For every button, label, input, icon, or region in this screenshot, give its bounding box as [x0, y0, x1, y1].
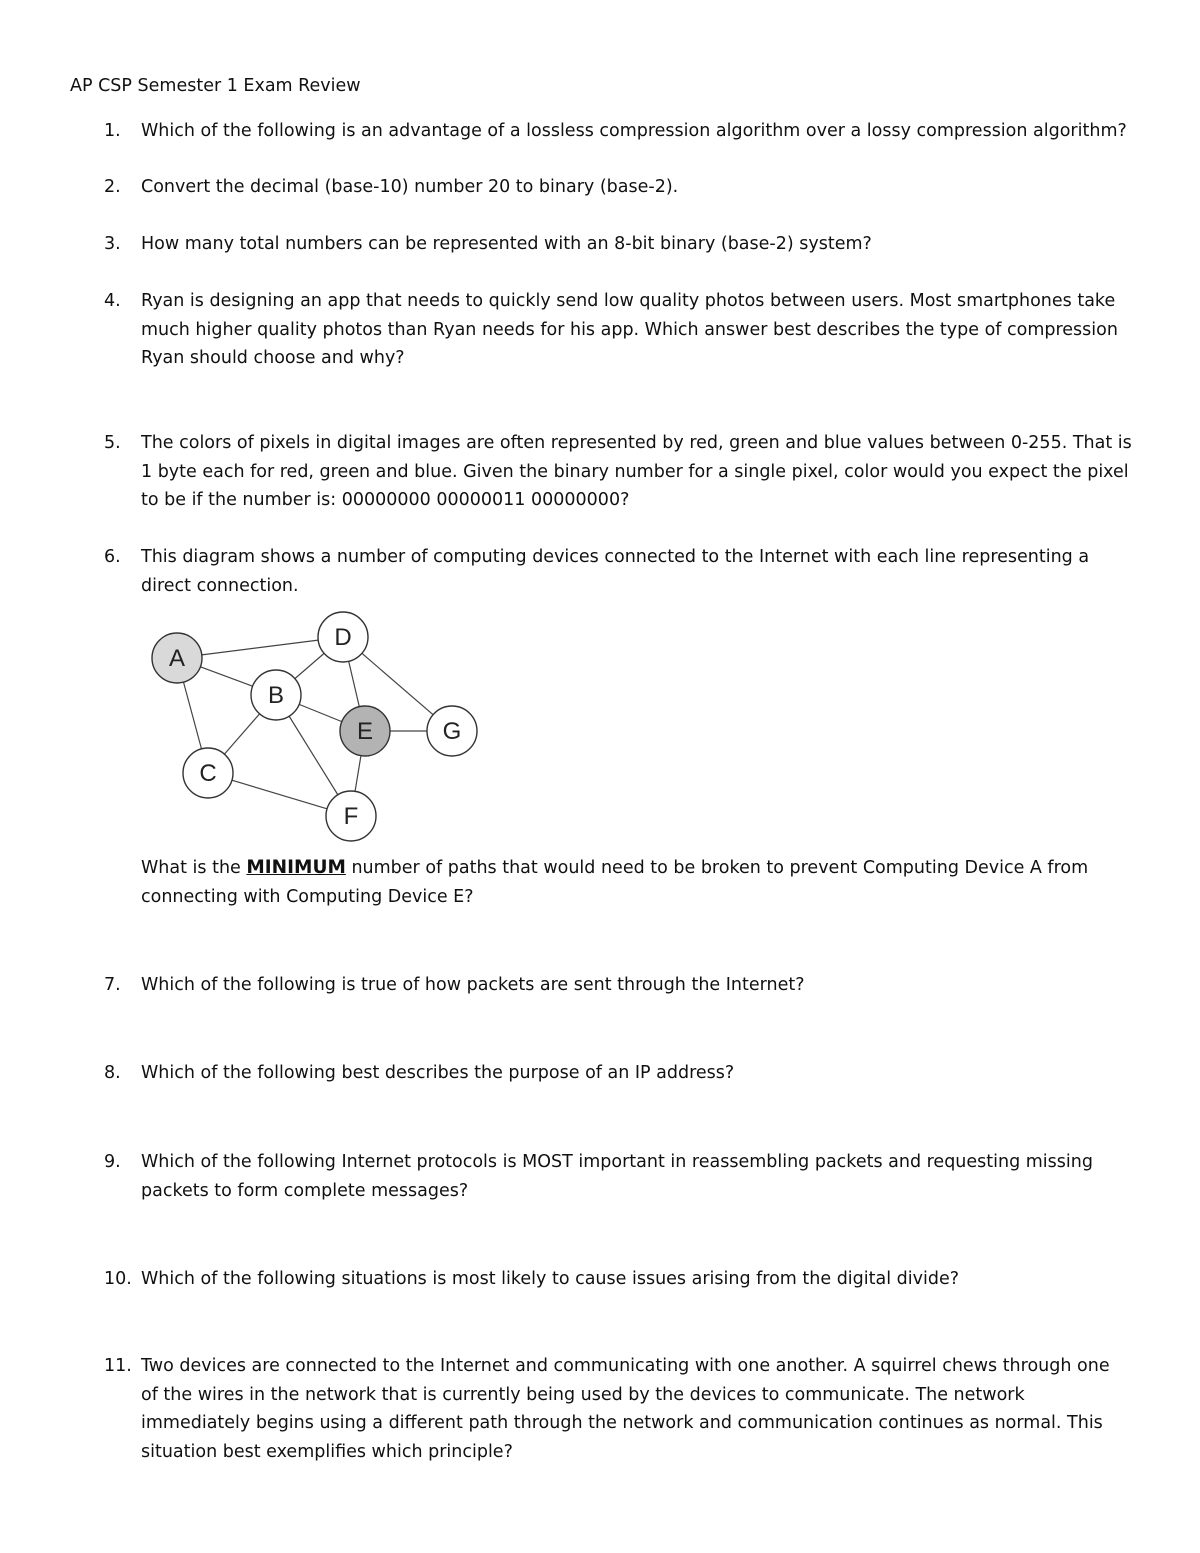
question-number: 2.: [104, 177, 121, 197]
question-text: Which of the following best describes the purpose of an IP address?: [141, 1063, 735, 1083]
question-5: [104, 429, 1134, 515]
question-number: 8.: [104, 1063, 121, 1083]
node-label: F: [343, 803, 359, 830]
edge-a-b: [200, 667, 252, 686]
question-text: much higher quality photos than Ryan needs for his app. Which answer best describes the type of compression: [141, 319, 1118, 340]
question-11: [104, 1352, 1134, 1466]
minimum-emphasis: MINIMUM: [246, 857, 346, 878]
edge-a-d: [202, 640, 318, 655]
followup-line-1: [141, 854, 1088, 883]
question-number: 3.: [104, 234, 121, 254]
question-text: Which of the following is true of how packets are sent through the Internet?: [141, 975, 805, 995]
edge-d-e: [349, 661, 360, 706]
network-diagram: [140, 605, 490, 845]
question-text: to be if the number is: 00000000 00000011 00000000?: [141, 490, 630, 510]
question-6: [104, 543, 1134, 600]
edge-b-e: [299, 704, 342, 721]
edge-c-f: [232, 780, 327, 809]
question-1: [104, 117, 1134, 146]
node-a: [152, 633, 202, 683]
question-4: [104, 287, 1134, 373]
question-number: 9.: [104, 1152, 121, 1172]
node-label: A: [168, 645, 186, 672]
node-e: [340, 706, 390, 756]
question-number: 4.: [104, 291, 121, 311]
node-label: C: [199, 760, 217, 787]
question-number: 7.: [104, 975, 121, 995]
question-number: 11.: [104, 1356, 132, 1376]
question-6-followup: [141, 854, 1088, 911]
edge-a-c: [184, 682, 202, 749]
question-8: [104, 1059, 1134, 1088]
node-label: B: [267, 682, 285, 709]
edge-b-d: [295, 653, 324, 678]
question-text: Which of the following Internet protocols is MOST important in reassembling packets and requesting missing: [141, 1152, 1093, 1172]
question-text: The colors of pixels in digital images are often represented by red, green and blue values between 0-255. That is: [141, 433, 1132, 453]
question-2: [104, 173, 1134, 202]
question-10: [104, 1265, 1134, 1294]
diagram-nodes: [152, 612, 477, 841]
question-7: [104, 971, 1134, 1000]
question-text: Ryan should choose and why?: [141, 348, 405, 368]
question-number: 5.: [104, 433, 121, 453]
edge-e-f: [355, 756, 361, 792]
followup-text: number of paths that would need to be broken to prevent Computing Device A from: [345, 858, 1089, 878]
question-text: This diagram shows a number of computing devices connected to the Internet with each line representing a: [141, 547, 1090, 567]
question-number: 6.: [104, 547, 121, 567]
question-text: immediately begins using a different path through the network and communication continues as normal. This: [141, 1413, 1103, 1433]
question-text: Two devices are connected to the Internet and communicating with one another. A squirrel chews through one: [141, 1356, 1110, 1376]
node-label: D: [334, 624, 352, 651]
node-g: [427, 706, 477, 756]
question-text: packets to form complete messages?: [141, 1180, 469, 1201]
edge-b-c: [224, 714, 259, 754]
question-text: of the wires in the network that is currently being used by the devices to communicate. The network: [141, 1384, 1025, 1405]
node-label: G: [442, 718, 462, 745]
node-d: [318, 612, 368, 662]
question-text: Which of the following situations is most likely to cause issues arising from the digital divide?: [141, 1269, 960, 1289]
node-b: [251, 670, 301, 720]
followup-line-2: connecting with Computing Device E?: [141, 886, 474, 907]
question-number: 10.: [104, 1269, 132, 1289]
question-3: [104, 230, 1134, 259]
question-text: 1 byte each for red, green and blue. Given the binary number for a single pixel, color would you expect the pixel: [141, 461, 1129, 482]
question-text: Convert the decimal (base-10) number 20 to binary (base-2).: [141, 177, 679, 197]
node-c: [183, 748, 233, 798]
question-9: [104, 1148, 1134, 1205]
page-title: AP CSP Semester 1 Exam Review: [70, 76, 361, 96]
question-text: direct connection.: [141, 575, 299, 596]
edge-b-f: [289, 716, 338, 795]
followup-text: What is the: [141, 858, 247, 878]
question-text: Which of the following is an advantage of a lossless compression algorithm over a lossy compression algorithm?: [141, 121, 1127, 141]
edge-d-g: [362, 653, 433, 714]
question-text: Ryan is designing an app that needs to quickly send low quality photos between users. Most smartphones take: [141, 291, 1116, 311]
question-text: situation best exemplifies which principle?: [141, 1441, 513, 1462]
question-number: 1.: [104, 121, 121, 141]
node-label: E: [356, 718, 374, 745]
question-text: How many total numbers can be represented with an 8-bit binary (base-2) system?: [141, 234, 872, 254]
node-f: [326, 791, 376, 841]
